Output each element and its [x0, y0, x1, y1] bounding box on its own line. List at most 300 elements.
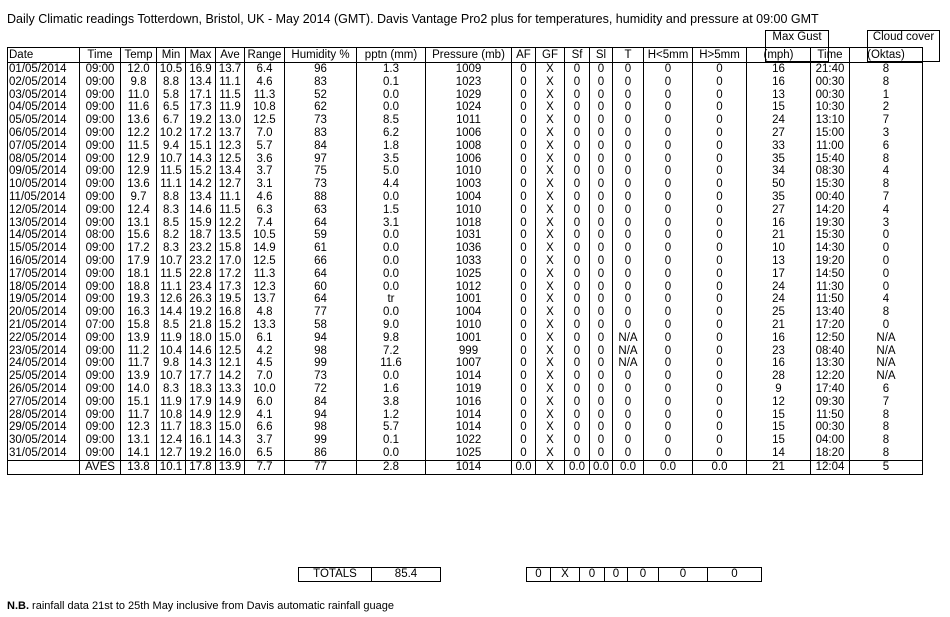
- cell-h-gt5: 0: [693, 204, 747, 217]
- cell-gust-time: 11:50: [811, 409, 850, 422]
- cell-h-gt5: 0: [693, 191, 747, 204]
- cell-cloud-oktas: 0: [850, 229, 923, 242]
- cell-pptn: 3.1: [357, 217, 426, 230]
- cell-pressure: 1025: [426, 268, 512, 281]
- cell-cloud-oktas: 7: [850, 191, 923, 204]
- cell-time: 09:00: [80, 345, 121, 358]
- cell-gf: X: [536, 281, 565, 294]
- cell-gf: X: [536, 409, 565, 422]
- cell-time: 09:00: [80, 204, 121, 217]
- cell-range: 7.0: [245, 127, 285, 140]
- table-row: [8, 409, 923, 422]
- cell-gust-mph: 9: [747, 383, 811, 396]
- cell-humidity: 60: [285, 281, 357, 294]
- cell-range: 6.3: [245, 204, 285, 217]
- aves-sl: 0.0: [590, 460, 613, 474]
- cell-temp: 12.0: [121, 63, 157, 76]
- aves-gust-mph: 21: [747, 460, 811, 474]
- cell-time: 09:00: [80, 242, 121, 255]
- cell-pressure: 1019: [426, 383, 512, 396]
- cell-sf: 0: [565, 357, 590, 370]
- cell-cloud-oktas: 8: [850, 153, 923, 166]
- cell-time: 09:00: [80, 434, 121, 447]
- cell-t: 0: [613, 63, 644, 76]
- cell-h-lt5: 0: [644, 255, 693, 268]
- cell-sf: 0: [565, 370, 590, 383]
- cell-pressure: 1024: [426, 101, 512, 114]
- aves-min: 10.1: [157, 460, 186, 474]
- cell-gust-time: 13:40: [811, 306, 850, 319]
- cell-gust-time: 15:00: [811, 127, 850, 140]
- cell-range: 12.5: [245, 255, 285, 268]
- cell-min: 8.8: [157, 76, 186, 89]
- cell-temp: 11.7: [121, 409, 157, 422]
- cell-ave: 13.7: [216, 63, 245, 76]
- cell-gust-time: 21:40: [811, 63, 850, 76]
- cell-temp: 13.1: [121, 217, 157, 230]
- cell-gust-time: 19:30: [811, 217, 850, 230]
- table-row: [8, 447, 923, 460]
- cell-date: 03/05/2014: [8, 89, 80, 102]
- cell-pptn: 0.0: [357, 242, 426, 255]
- cell-range: 10.5: [245, 229, 285, 242]
- table-row: [8, 165, 923, 178]
- cell-gust-mph: 16: [747, 357, 811, 370]
- table-row: [8, 332, 923, 345]
- cell-sl: 0: [590, 332, 613, 345]
- cell-time: 09:00: [80, 268, 121, 281]
- cell-pptn: 4.4: [357, 178, 426, 191]
- cell-sf: 0: [565, 127, 590, 140]
- col-header-gf: GF: [536, 48, 565, 63]
- cell-time: 09:00: [80, 165, 121, 178]
- cell-h-gt5: 0: [693, 447, 747, 460]
- cell-h-gt5: 0: [693, 217, 747, 230]
- cell-ave: 15.8: [216, 242, 245, 255]
- footnote-text: rainfall data 21st to 25th May inclusive from Davis automatic rainfall guage: [29, 600, 395, 612]
- cell-min: 12.4: [157, 434, 186, 447]
- cell-gust-time: 11:00: [811, 140, 850, 153]
- cell-cloud-oktas: 4: [850, 293, 923, 306]
- cell-h-lt5: 0: [644, 178, 693, 191]
- cell-date: 20/05/2014: [8, 306, 80, 319]
- cell-gf: X: [536, 165, 565, 178]
- table-row: [8, 255, 923, 268]
- cell-date: 23/05/2014: [8, 345, 80, 358]
- cell-humidity: 64: [285, 268, 357, 281]
- cell-h-lt5: 0: [644, 101, 693, 114]
- cell-temp: 13.1: [121, 434, 157, 447]
- table-row: [8, 306, 923, 319]
- cell-h-gt5: 0: [693, 345, 747, 358]
- cell-max: 26.3: [186, 293, 216, 306]
- cell-pressure: 1033: [426, 255, 512, 268]
- cell-ave: 13.0: [216, 114, 245, 127]
- cell-humidity: 64: [285, 217, 357, 230]
- cell-h-lt5: 0: [644, 127, 693, 140]
- cell-time: 09:00: [80, 178, 121, 191]
- cell-cloud-oktas: N/A: [850, 345, 923, 358]
- cell-gf: X: [536, 76, 565, 89]
- cell-pressure: 1004: [426, 306, 512, 319]
- cell-time: 09:00: [80, 217, 121, 230]
- cell-af: 0: [512, 281, 536, 294]
- col-header-time: Time: [80, 48, 121, 63]
- cell-gf: X: [536, 357, 565, 370]
- cell-pressure: 1025: [426, 447, 512, 460]
- cell-sl: 0: [590, 255, 613, 268]
- table-row: [8, 421, 923, 434]
- cell-pressure: 1036: [426, 242, 512, 255]
- cell-t: 0: [613, 268, 644, 281]
- cell-min: 12.6: [157, 293, 186, 306]
- cell-humidity: 94: [285, 332, 357, 345]
- cell-gust-mph: 12: [747, 396, 811, 409]
- cell-pressure: 1031: [426, 229, 512, 242]
- cell-sl: 0: [590, 306, 613, 319]
- totals-pptn-value: 85.4: [372, 568, 441, 582]
- totals-counts-table: [526, 567, 762, 582]
- cell-max: 19.2: [186, 114, 216, 127]
- col-header-gust-mph: (mph): [747, 48, 811, 63]
- cell-t: 0: [613, 319, 644, 332]
- table-row: [8, 127, 923, 140]
- cell-temp: 17.9: [121, 255, 157, 268]
- cell-cloud-oktas: 2: [850, 101, 923, 114]
- totals-count-h-gt5: 0: [708, 568, 762, 582]
- aves-pressure: 1014: [426, 460, 512, 474]
- cell-gust-time: 00:30: [811, 76, 850, 89]
- cell-gust-mph: 23: [747, 345, 811, 358]
- col-header-date: Date: [8, 48, 80, 63]
- cell-cloud-oktas: 1: [850, 89, 923, 102]
- cell-sl: 0: [590, 204, 613, 217]
- totals-count-sf: 0: [580, 568, 605, 582]
- col-header-max: Max: [186, 48, 216, 63]
- cell-gf: X: [536, 434, 565, 447]
- cell-humidity: 83: [285, 76, 357, 89]
- cell-h-lt5: 0: [644, 434, 693, 447]
- cell-sl: 0: [590, 178, 613, 191]
- cell-t: 0: [613, 217, 644, 230]
- cell-cloud-oktas: 0: [850, 281, 923, 294]
- cell-temp: 11.2: [121, 345, 157, 358]
- col-header-af: AF: [512, 48, 536, 63]
- cell-cloud-oktas: 4: [850, 204, 923, 217]
- cell-time: 09:00: [80, 63, 121, 76]
- cell-gust-mph: 27: [747, 204, 811, 217]
- totals-count-af: 0: [527, 568, 551, 582]
- table-row: [8, 434, 923, 447]
- cell-temp: 9.8: [121, 76, 157, 89]
- cell-gust-mph: 10: [747, 242, 811, 255]
- cell-pressure: 1016: [426, 396, 512, 409]
- cell-temp: 16.3: [121, 306, 157, 319]
- cell-gust-mph: 35: [747, 191, 811, 204]
- cell-pressure: 1014: [426, 409, 512, 422]
- cell-ave: 13.5: [216, 229, 245, 242]
- cell-gf: X: [536, 217, 565, 230]
- cell-temp: 13.9: [121, 370, 157, 383]
- cell-pressure: 1007: [426, 357, 512, 370]
- cell-af: 0: [512, 242, 536, 255]
- cell-date: 31/05/2014: [8, 447, 80, 460]
- cell-sf: 0: [565, 63, 590, 76]
- cell-sf: 0: [565, 281, 590, 294]
- cell-gf: X: [536, 204, 565, 217]
- cell-cloud-oktas: 8: [850, 434, 923, 447]
- cell-max: 15.9: [186, 217, 216, 230]
- cell-sl: 0: [590, 396, 613, 409]
- cell-gf: X: [536, 242, 565, 255]
- cell-h-gt5: 0: [693, 229, 747, 242]
- cell-ave: 16.8: [216, 306, 245, 319]
- cell-gf: X: [536, 114, 565, 127]
- cell-af: 0: [512, 357, 536, 370]
- cell-cloud-oktas: 8: [850, 63, 923, 76]
- cell-gust-mph: 15: [747, 434, 811, 447]
- cell-time: 09:00: [80, 101, 121, 114]
- cell-max: 17.2: [186, 127, 216, 140]
- table-row: [8, 89, 923, 102]
- table-row: [8, 396, 923, 409]
- col-header-min: Min: [157, 48, 186, 63]
- cell-gust-time: 09:30: [811, 396, 850, 409]
- cell-sl: 0: [590, 357, 613, 370]
- cell-gust-time: 00:40: [811, 191, 850, 204]
- col-header-h-lt5: H<5mm: [644, 48, 693, 63]
- cell-ave: 11.1: [216, 76, 245, 89]
- cell-range: 4.8: [245, 306, 285, 319]
- cell-pptn: tr: [357, 293, 426, 306]
- cell-t: 0: [613, 434, 644, 447]
- cell-date: 18/05/2014: [8, 281, 80, 294]
- cell-h-gt5: 0: [693, 76, 747, 89]
- cell-max: 14.3: [186, 153, 216, 166]
- cell-pptn: 6.2: [357, 127, 426, 140]
- cell-date: 21/05/2014: [8, 319, 80, 332]
- cell-range: 3.7: [245, 165, 285, 178]
- cell-sl: 0: [590, 319, 613, 332]
- aves-gust-time: 12:04: [811, 460, 850, 474]
- cell-af: 0: [512, 306, 536, 319]
- table-row: [8, 217, 923, 230]
- cell-h-lt5: 0: [644, 332, 693, 345]
- cell-max: 14.6: [186, 204, 216, 217]
- cell-gust-time: 10:30: [811, 101, 850, 114]
- cell-time: 09:00: [80, 357, 121, 370]
- cell-cloud-oktas: 6: [850, 140, 923, 153]
- cell-sf: 0: [565, 409, 590, 422]
- cell-gust-time: 15:30: [811, 178, 850, 191]
- cell-min: 10.7: [157, 370, 186, 383]
- cell-pressure: 1014: [426, 370, 512, 383]
- cell-temp: 12.9: [121, 153, 157, 166]
- cell-pptn: 1.3: [357, 63, 426, 76]
- cell-time: 09:00: [80, 114, 121, 127]
- cell-min: 11.1: [157, 281, 186, 294]
- cell-t: 0: [613, 229, 644, 242]
- col-header-sf: Sf: [565, 48, 590, 63]
- cell-sf: 0: [565, 242, 590, 255]
- cell-max: 16.9: [186, 63, 216, 76]
- cell-gf: X: [536, 383, 565, 396]
- cell-pptn: 0.1: [357, 434, 426, 447]
- cell-cloud-oktas: N/A: [850, 332, 923, 345]
- cell-t: 0: [613, 114, 644, 127]
- cell-gust-mph: 25: [747, 306, 811, 319]
- cell-h-gt5: 0: [693, 281, 747, 294]
- cell-temp: 11.6: [121, 101, 157, 114]
- cell-t: 0: [613, 281, 644, 294]
- aves-t: 0.0: [613, 460, 644, 474]
- cell-t: N/A: [613, 357, 644, 370]
- cell-humidity: 96: [285, 63, 357, 76]
- cell-cloud-oktas: 6: [850, 383, 923, 396]
- cell-h-lt5: 0: [644, 63, 693, 76]
- cell-h-lt5: 0: [644, 191, 693, 204]
- cell-max: 14.9: [186, 409, 216, 422]
- cell-temp: 11.5: [121, 140, 157, 153]
- cell-ave: 13.3: [216, 383, 245, 396]
- cell-sf: 0: [565, 229, 590, 242]
- cell-max: 17.9: [186, 396, 216, 409]
- cell-cloud-oktas: 3: [850, 127, 923, 140]
- cell-ave: 13.4: [216, 165, 245, 178]
- cell-h-gt5: 0: [693, 140, 747, 153]
- cell-max: 18.0: [186, 332, 216, 345]
- cell-sl: 0: [590, 421, 613, 434]
- cell-sl: 0: [590, 281, 613, 294]
- cell-cloud-oktas: 7: [850, 114, 923, 127]
- cell-humidity: 98: [285, 345, 357, 358]
- cell-humidity: 73: [285, 114, 357, 127]
- cell-pressure: 999: [426, 345, 512, 358]
- cell-gust-time: 17:40: [811, 383, 850, 396]
- cell-range: 6.4: [245, 63, 285, 76]
- cell-pptn: 1.8: [357, 140, 426, 153]
- cell-af: 0: [512, 434, 536, 447]
- table-row: [8, 383, 923, 396]
- cell-af: 0: [512, 89, 536, 102]
- cell-humidity: 58: [285, 319, 357, 332]
- cell-date: 11/05/2014: [8, 191, 80, 204]
- cell-min: 9.8: [157, 357, 186, 370]
- cell-h-lt5: 0: [644, 345, 693, 358]
- cell-humidity: 72: [285, 383, 357, 396]
- cell-time: 09:00: [80, 293, 121, 306]
- cell-h-gt5: 0: [693, 165, 747, 178]
- cell-gust-time: 12:50: [811, 332, 850, 345]
- cell-pptn: 0.0: [357, 370, 426, 383]
- cell-ave: 11.1: [216, 191, 245, 204]
- cell-date: 27/05/2014: [8, 396, 80, 409]
- cell-time: 09:00: [80, 421, 121, 434]
- cell-temp: 12.2: [121, 127, 157, 140]
- cell-sf: 0: [565, 293, 590, 306]
- cell-gust-mph: 33: [747, 140, 811, 153]
- cell-humidity: 84: [285, 140, 357, 153]
- cell-humidity: 73: [285, 370, 357, 383]
- cell-date: 14/05/2014: [8, 229, 80, 242]
- cell-time: 09:00: [80, 127, 121, 140]
- aves-sf: 0.0: [565, 460, 590, 474]
- cell-gust-time: 04:00: [811, 434, 850, 447]
- cell-cloud-oktas: 0: [850, 268, 923, 281]
- col-header-ave: Ave: [216, 48, 245, 63]
- cell-gf: X: [536, 332, 565, 345]
- cell-range: 12.3: [245, 281, 285, 294]
- cell-cloud-oktas: 8: [850, 306, 923, 319]
- cell-gust-mph: 35: [747, 153, 811, 166]
- cell-gf: X: [536, 229, 565, 242]
- table-row: [8, 63, 923, 76]
- cell-pptn: 11.6: [357, 357, 426, 370]
- cell-h-gt5: 0: [693, 153, 747, 166]
- cell-pressure: 1014: [426, 421, 512, 434]
- totals-count-t: 0: [628, 568, 659, 582]
- cell-date: 26/05/2014: [8, 383, 80, 396]
- cell-gust-mph: 16: [747, 217, 811, 230]
- cell-time: 09:00: [80, 281, 121, 294]
- cell-min: 8.3: [157, 383, 186, 396]
- cell-gust-time: 12:20: [811, 370, 850, 383]
- cell-pptn: 7.2: [357, 345, 426, 358]
- cell-date: 02/05/2014: [8, 76, 80, 89]
- table-row: [8, 178, 923, 191]
- cell-gust-mph: 13: [747, 255, 811, 268]
- cell-h-gt5: 0: [693, 268, 747, 281]
- cell-h-gt5: 0: [693, 370, 747, 383]
- table-row: [8, 140, 923, 153]
- cell-h-lt5: 0: [644, 383, 693, 396]
- cell-t: 0: [613, 178, 644, 191]
- cell-gf: X: [536, 255, 565, 268]
- cell-gust-time: 19:20: [811, 255, 850, 268]
- cell-af: 0: [512, 76, 536, 89]
- cell-sl: 0: [590, 191, 613, 204]
- cell-ave: 14.3: [216, 434, 245, 447]
- cell-range: 13.7: [245, 293, 285, 306]
- cell-pptn: 3.8: [357, 396, 426, 409]
- cell-humidity: 99: [285, 434, 357, 447]
- cell-gf: X: [536, 89, 565, 102]
- cell-range: 3.6: [245, 153, 285, 166]
- cell-sf: 0: [565, 114, 590, 127]
- cell-date: 08/05/2014: [8, 153, 80, 166]
- cell-min: 8.3: [157, 242, 186, 255]
- cell-pressure: 1010: [426, 165, 512, 178]
- cell-time: 09:00: [80, 89, 121, 102]
- cell-humidity: 73: [285, 178, 357, 191]
- cell-range: 3.1: [245, 178, 285, 191]
- cell-h-gt5: 0: [693, 293, 747, 306]
- cell-h-gt5: 0: [693, 383, 747, 396]
- cell-af: 0: [512, 127, 536, 140]
- cell-min: 10.7: [157, 153, 186, 166]
- cell-t: 0: [613, 409, 644, 422]
- cell-pressure: 1018: [426, 217, 512, 230]
- cell-h-gt5: 0: [693, 306, 747, 319]
- cell-t: 0: [613, 396, 644, 409]
- cell-max: 19.2: [186, 447, 216, 460]
- cell-ave: 13.7: [216, 127, 245, 140]
- cell-cloud-oktas: 3: [850, 217, 923, 230]
- cell-sl: 0: [590, 345, 613, 358]
- cell-humidity: 94: [285, 409, 357, 422]
- cell-af: 0: [512, 255, 536, 268]
- cell-pressure: 1006: [426, 153, 512, 166]
